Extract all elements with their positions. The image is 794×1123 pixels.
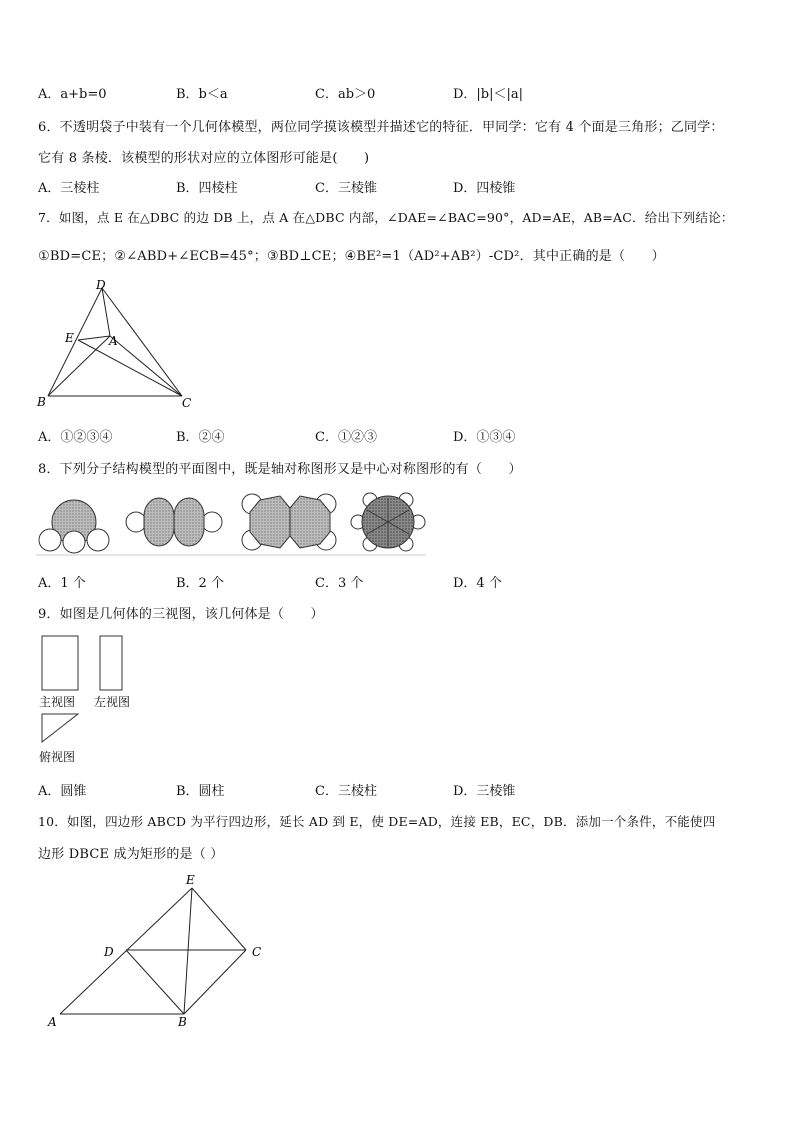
- q7-label-e: E: [65, 331, 74, 345]
- q6-option-a: A．三棱柱: [38, 181, 100, 196]
- q8-option-c: C．3 个: [315, 576, 364, 591]
- q7-option-b: B．②④: [176, 430, 225, 445]
- q9-stem: 9．如图是几何体的三视图，该几何体是（ ）: [38, 607, 324, 622]
- q9-three-views: [38, 632, 148, 752]
- q8-molecule-figures: [36, 486, 428, 558]
- q5-option-c: C．ab＞0: [315, 87, 376, 102]
- q7-stem-line1: 7．如图，点 E 在△DBC 的边 DB 上，点 A 在△DBC 内部，∠DAE=∠BAC=90°，AD=AE，AB=AC．给出下列结论：: [38, 210, 734, 225]
- q9-option-b: B．圆柱: [176, 784, 225, 799]
- q6-option-d: D．四棱锥: [453, 181, 516, 196]
- q7-option-d: D．①③④: [453, 430, 516, 445]
- q10-parallelogram-figure: [40, 868, 280, 1034]
- q6-stem-line1: 6．不透明袋子中装有一个几何体模型，两位同学摸该模型并描述它的特征．甲同学：它有 4 个面是三角形；乙同学：: [38, 120, 724, 135]
- q7-label-b: B: [37, 395, 46, 409]
- q8-stem: 8．下列分子结构模型的平面图中，既是轴对称图形又是中心对称图形的有（ ）: [38, 462, 522, 477]
- q6-option-c: C．三棱锥: [315, 181, 377, 196]
- q8-option-a: A．1 个: [38, 576, 86, 591]
- q6-stem-line2: 它有 8 条棱．该模型的形状对应的立体图形可能是( ): [38, 151, 370, 166]
- molecule-2: [126, 498, 222, 546]
- q9-option-a: A．圆锥: [38, 784, 87, 799]
- q5-option-b: B．b＜a: [176, 87, 228, 102]
- side-view-rect: [100, 636, 122, 690]
- q7-label-d: D: [96, 278, 106, 292]
- q10-label-e: E: [186, 873, 195, 887]
- q10-stem-line1: 10．如图，四边形 ABCD 为平行四边形，延长 AD 到 E，使 DE=AD，连接 EB，EC，DB．添加一个条件，不能使四: [38, 814, 716, 829]
- top-view-triangle: [42, 714, 78, 742]
- q8-option-d: D．4 个: [453, 576, 502, 591]
- q6-option-b: B．四棱柱: [176, 181, 238, 196]
- q7-triangle-figure: [34, 276, 204, 414]
- q9-option-d: D．三棱锥: [453, 784, 516, 799]
- q7-label-c: C: [182, 396, 192, 410]
- molecule-3: [242, 494, 336, 550]
- q10-label-b: B: [178, 1015, 187, 1029]
- q10-label-c: C: [252, 945, 262, 959]
- q7-option-c: C．①②③: [315, 430, 377, 445]
- molecule-1: [39, 500, 109, 553]
- q5-option-a: A．a+b=0: [38, 87, 107, 102]
- q8-option-b: B．2 个: [176, 576, 224, 591]
- q7-label-a: A: [109, 334, 118, 348]
- molecule-4: [351, 493, 425, 551]
- q10-label-a: A: [48, 1015, 57, 1029]
- side-view-label: 左视图: [94, 695, 131, 709]
- q7-stem-line2: ①BD=CE；②∠ABD+∠ECB=45°；③BD⊥CE；④BE²=1（AD²+AB²）-CD²．其中正确的是（ ）: [38, 249, 665, 264]
- q10-stem-line2: 边形 DBCE 成为矩形的是（ ）: [38, 847, 224, 862]
- front-view-rect: [42, 636, 78, 690]
- q5-option-d: D．|b|＜|a|: [453, 87, 524, 102]
- front-view-label: 主视图: [39, 695, 76, 709]
- q9-option-c: C．三棱柱: [315, 784, 377, 799]
- q10-label-d: D: [104, 945, 114, 959]
- q7-option-a: A．①②③④: [38, 430, 113, 445]
- top-view-label: 俯视图: [39, 750, 76, 764]
